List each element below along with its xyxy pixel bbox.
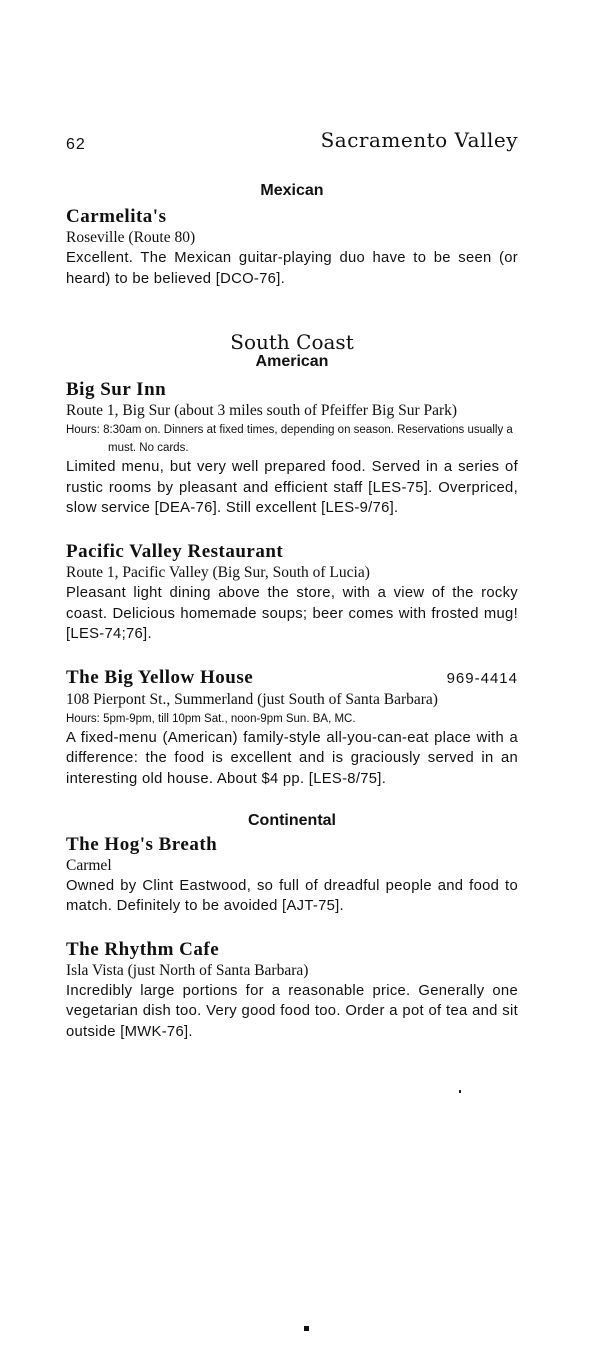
entry-rhythm-cafe	[66, 939, 518, 1043]
restaurant-address: Route 1, Pacific Valley (Big Sur, South of Lucia)	[66, 563, 370, 581]
restaurant-name	[66, 667, 518, 690]
print-speck	[459, 1090, 461, 1093]
name-text: The Big Yellow House	[66, 666, 254, 688]
restaurant-review: Pleasant light dining above the store, with a view of the rocky coast. Delicious homemade soups; beer comes with frosted mug! [LES-74;76].	[66, 584, 518, 643]
restaurant-address: Isla Vista (just North of Santa Barbara)	[66, 961, 309, 979]
name-text: Pacific Valley Restaurant	[66, 540, 284, 562]
restaurant-name	[66, 541, 518, 563]
entry-carmelitas	[66, 206, 518, 289]
name-text: Big Sur Inn	[66, 379, 167, 401]
name-text: The Hog's Breath	[66, 833, 218, 855]
restaurant-name	[66, 834, 518, 856]
restaurant-review: Incredibly large portions for a reasonable price. Generally one vegetarian dish too. Very good food too. Order a pot of tea and sit outside [MWK-76].	[66, 982, 518, 1040]
restaurant-address: Carmel	[66, 856, 112, 874]
running-head: Sacramento Valley	[320, 128, 518, 152]
print-mark	[304, 1326, 309, 1331]
name-text: The Rhythm Cafe	[66, 938, 220, 960]
restaurant-address: Route 1, Big Sur (about 3 miles south of Pfeiffer Big Sur Park)	[66, 402, 458, 420]
restaurant-name	[66, 206, 518, 228]
category-american: American	[255, 353, 329, 371]
entry-pacific-valley	[66, 541, 518, 645]
entry-big-sur-inn	[66, 379, 518, 519]
restaurant-address: Roseville (Route 80)	[66, 229, 196, 246]
restaurant-name	[66, 939, 518, 961]
restaurant-review: Owned by Clint Eastwood, so full of dreadful people and food to match. Definitely to be avoided [AJT-75].	[66, 877, 518, 915]
restaurant-review: A fixed-menu (American) family-style all-you-can-eat place with a difference: the food is excellent and is graciously served in an interesting old house. About $4 pp. [LES-8/75].	[66, 729, 518, 787]
region-south-coast: South Coast	[230, 330, 354, 355]
restaurant-review: Excellent. The Mexican guitar-playing duo have to be seen (or heard) to be believed [DCO-76].	[66, 250, 518, 287]
restaurant-address: 108 Pierpont St., Summerland (just South of Santa Barbara)	[66, 690, 438, 708]
category-mexican: Mexican	[260, 182, 324, 199]
name-text: Carmelita's	[66, 206, 167, 227]
entry-hogs-breath	[66, 834, 518, 917]
entry-big-yellow-house	[66, 667, 518, 790]
phone-number: 969-4414	[446, 669, 518, 687]
restaurant-review: Limited menu, but very well prepared food. Served in a series of rustic rooms by pleasant and efficient staff [LES-75]. Overpriced, slow service [DEA-76]. Still excellent [LES-9/76].	[66, 459, 518, 517]
category-continental: Continental	[248, 811, 336, 829]
restaurant-hours: Hours: 5pm-9pm, till 10pm Sat., noon-9pm Sun. BA, MC.	[66, 712, 356, 725]
restaurant-hours: Hours: 8:30am on. Dinners at fixed times, depending on season. Reservations usually a must. No cards.	[66, 424, 513, 455]
page-number: 62	[66, 136, 86, 153]
page-content	[66, 182, 518, 1043]
restaurant-name	[66, 379, 518, 401]
